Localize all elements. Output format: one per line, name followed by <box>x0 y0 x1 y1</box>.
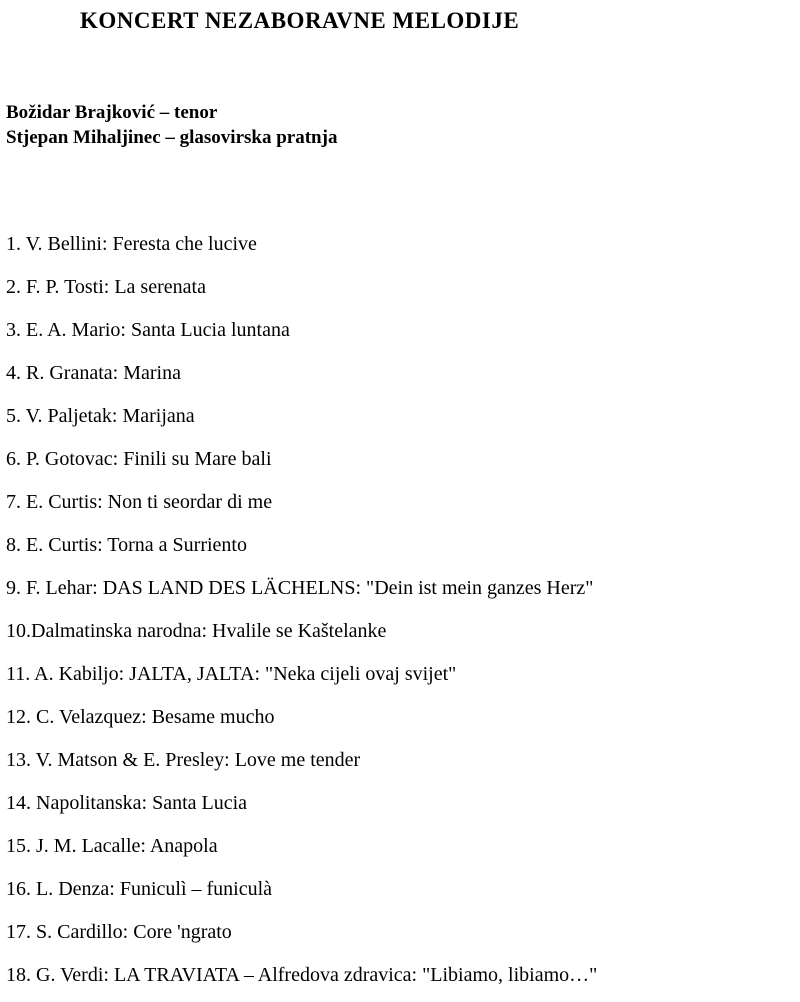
program-item-number: 7. <box>6 491 21 513</box>
program-item <box>6 959 597 1002</box>
program-item-piece: C. Velazquez: Besame mucho <box>36 706 275 728</box>
program-item-piece: Napolitanska: Santa Lucia <box>36 792 248 814</box>
program-item-number: 12. <box>6 706 31 728</box>
program-item <box>6 701 597 744</box>
performer-piano-accompaniment: Stjepan Mihaljinec – glasovirska pratnja <box>6 127 338 148</box>
program-item-number: 1. <box>6 233 21 255</box>
program-item-piece: F. Lehar: DAS LAND DES LÄCHELNS: "Dein ist mein ganzes Herz" <box>26 577 594 599</box>
program-item <box>6 486 597 529</box>
program-item-number: 16. <box>6 878 31 900</box>
program-item-piece: S. Cardillo: Core 'ngrato <box>36 921 232 943</box>
program-item <box>6 916 597 959</box>
program-item-piece: V. Matson & E. Presley: Love me tender <box>35 749 361 771</box>
program-item-number: 6. <box>6 448 21 470</box>
program-item-piece: V. Bellini: Feresta che lucive <box>25 233 257 255</box>
program-item <box>6 271 597 314</box>
program-item-piece: L. Denza: Funiculì – funiculà <box>36 878 273 900</box>
program-item-piece: Dalmatinska narodna: Hvalile se Kaštelanke <box>31 620 387 642</box>
concert-title: KONCERT NEZABORAVNE MELODIJE <box>80 8 520 33</box>
program-item-piece: V. Paljetak: Marijana <box>25 405 195 427</box>
program-item-piece: A. Kabiljo: JALTA, JALTA: "Neka cijeli ovaj svijet" <box>34 663 457 685</box>
program-item-piece: E. Curtis: Torna a Surriento <box>26 534 247 556</box>
program-item <box>6 830 597 873</box>
performer-tenor: Božidar Brajković – tenor <box>6 102 218 123</box>
program-item <box>6 357 597 400</box>
program-item-number: 14. <box>6 792 31 814</box>
program-item-number: 15. <box>6 835 31 857</box>
program-item-number: 4. <box>6 362 21 384</box>
program-item-number: 2. <box>6 276 21 298</box>
program-item-piece: E. Curtis: Non ti seordar di me <box>26 491 273 513</box>
program-item <box>6 443 597 486</box>
program-item-piece: R. Granata: Marina <box>26 362 181 384</box>
program-item <box>6 615 597 658</box>
program-list <box>6 228 597 1002</box>
program-item-piece: F. P. Tosti: La serenata <box>26 276 206 298</box>
program-item <box>6 572 597 615</box>
program-item <box>6 873 597 916</box>
program-item <box>6 228 597 271</box>
program-item <box>6 787 597 830</box>
program-item-number: 17. <box>6 921 31 943</box>
program-item-number: 10. <box>6 620 31 642</box>
program-item-piece: J. M. Lacalle: Anapola <box>36 835 218 857</box>
program-item <box>6 529 597 572</box>
program-item-piece: P. Gotovac: Finili su Mare bali <box>26 448 272 470</box>
program-item-number: 13. <box>6 749 31 771</box>
program-item-piece: E. A. Mario: Santa Lucia luntana <box>26 319 290 341</box>
program-item-number: 5. <box>6 405 21 427</box>
program-item-number: 3. <box>6 319 21 341</box>
program-item <box>6 744 597 787</box>
program-item <box>6 400 597 443</box>
program-item-piece: G. Verdi: LA TRAVIATA – Alfredova zdravica: "Libiamo, libiamo…" <box>36 964 598 986</box>
program-item <box>6 314 597 357</box>
program-item <box>6 658 597 701</box>
performers <box>6 100 337 150</box>
program-item-number: 11. <box>6 663 31 685</box>
program-item-number: 18. <box>6 964 31 986</box>
program-item-number: 8. <box>6 534 21 556</box>
program-item-number: 9. <box>6 577 21 599</box>
